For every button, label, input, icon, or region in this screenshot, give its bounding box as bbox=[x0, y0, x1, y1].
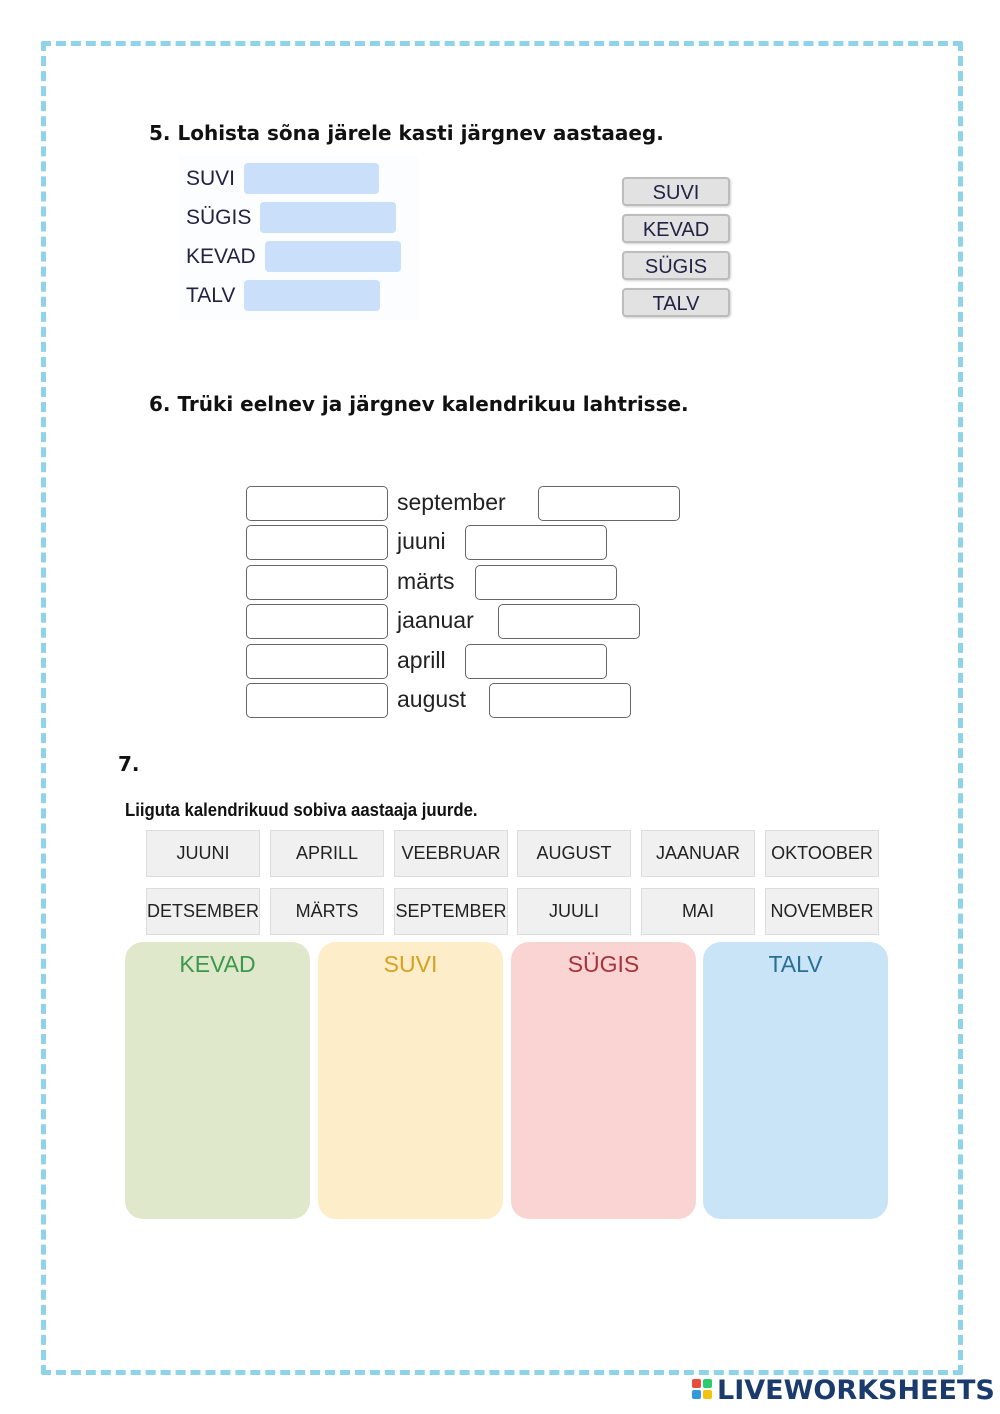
previous-month-input[interactable] bbox=[246, 644, 388, 679]
month-chip[interactable]: MAI bbox=[641, 888, 755, 935]
logo-icon bbox=[692, 1379, 714, 1401]
previous-month-input[interactable] bbox=[246, 565, 388, 600]
task5-drop-slot[interactable] bbox=[244, 163, 379, 194]
next-month-input[interactable] bbox=[489, 683, 631, 718]
draggable-word[interactable]: SÜGIS bbox=[622, 251, 730, 280]
season-dropzone-suvi[interactable] bbox=[318, 942, 503, 1219]
season-title: SÜGIS bbox=[567, 951, 640, 977]
task5-drop-slot[interactable] bbox=[265, 241, 401, 272]
task5-row-label: KEVAD bbox=[186, 245, 256, 268]
task5-drop-slot[interactable] bbox=[244, 280, 380, 311]
season-title: SUVI bbox=[383, 951, 438, 977]
task5-row-label: SÜGIS bbox=[186, 206, 252, 229]
month-chip[interactable]: JUUNI bbox=[146, 830, 260, 877]
season-title: KEVAD bbox=[179, 951, 256, 977]
next-month-input[interactable] bbox=[465, 644, 607, 679]
task5-row-label: TALV bbox=[186, 284, 236, 307]
month-chip[interactable]: VEEBRUAR bbox=[394, 830, 508, 877]
task5-drop-slot[interactable] bbox=[260, 202, 396, 233]
previous-month-input[interactable] bbox=[246, 683, 388, 718]
task7-instruction: Liiguta kalendrikuud sobiva aastaaja juurde. bbox=[125, 800, 478, 820]
previous-month-input[interactable] bbox=[246, 604, 388, 639]
month-label: jaanuar bbox=[397, 607, 474, 633]
month-chip[interactable]: JAANUAR bbox=[641, 830, 755, 877]
season-dropzone-talv[interactable] bbox=[703, 942, 888, 1219]
next-month-input[interactable] bbox=[498, 604, 640, 639]
month-chip[interactable]: SEPTEMBER bbox=[394, 888, 508, 935]
liveworksheets-logo bbox=[692, 1374, 995, 1406]
season-title: TALV bbox=[768, 951, 823, 977]
task6-title: 6. Trüki eelnev ja järgnev kalendrikuu lahtrisse. bbox=[149, 392, 689, 416]
season-dropzone-kevad[interactable] bbox=[125, 942, 310, 1219]
previous-month-input[interactable] bbox=[246, 525, 388, 560]
month-label: juuni bbox=[397, 528, 446, 554]
month-label: märts bbox=[397, 568, 455, 594]
logo-text: LIVEWORKSHEETS bbox=[717, 1374, 995, 1406]
month-chip[interactable]: JUULI bbox=[517, 888, 631, 935]
month-label: september bbox=[397, 489, 506, 515]
next-month-input[interactable] bbox=[465, 525, 607, 560]
draggable-word[interactable]: KEVAD bbox=[622, 214, 730, 243]
draggable-word[interactable]: SUVI bbox=[622, 177, 730, 206]
task7-number: 7. bbox=[118, 752, 140, 776]
month-chip[interactable]: AUGUST bbox=[517, 830, 631, 877]
draggable-word[interactable]: TALV bbox=[622, 288, 730, 317]
next-month-input[interactable] bbox=[475, 565, 617, 600]
month-label: august bbox=[397, 686, 467, 712]
month-label: aprill bbox=[397, 647, 446, 673]
month-chip[interactable]: NOVEMBER bbox=[765, 888, 879, 935]
task5-row-label: SUVI bbox=[186, 167, 236, 190]
month-chip[interactable]: MÄRTS bbox=[270, 888, 384, 935]
month-chip[interactable]: OKTOOBER bbox=[765, 830, 879, 877]
previous-month-input[interactable] bbox=[246, 486, 388, 521]
next-month-input[interactable] bbox=[538, 486, 680, 521]
month-chip[interactable]: APRILL bbox=[270, 830, 384, 877]
task5-title: 5. Lohista sõna järele kasti järgnev aastaaeg. bbox=[149, 121, 664, 145]
season-dropzone-sygis[interactable] bbox=[511, 942, 696, 1219]
month-chip[interactable]: DETSEMBER bbox=[146, 888, 260, 935]
